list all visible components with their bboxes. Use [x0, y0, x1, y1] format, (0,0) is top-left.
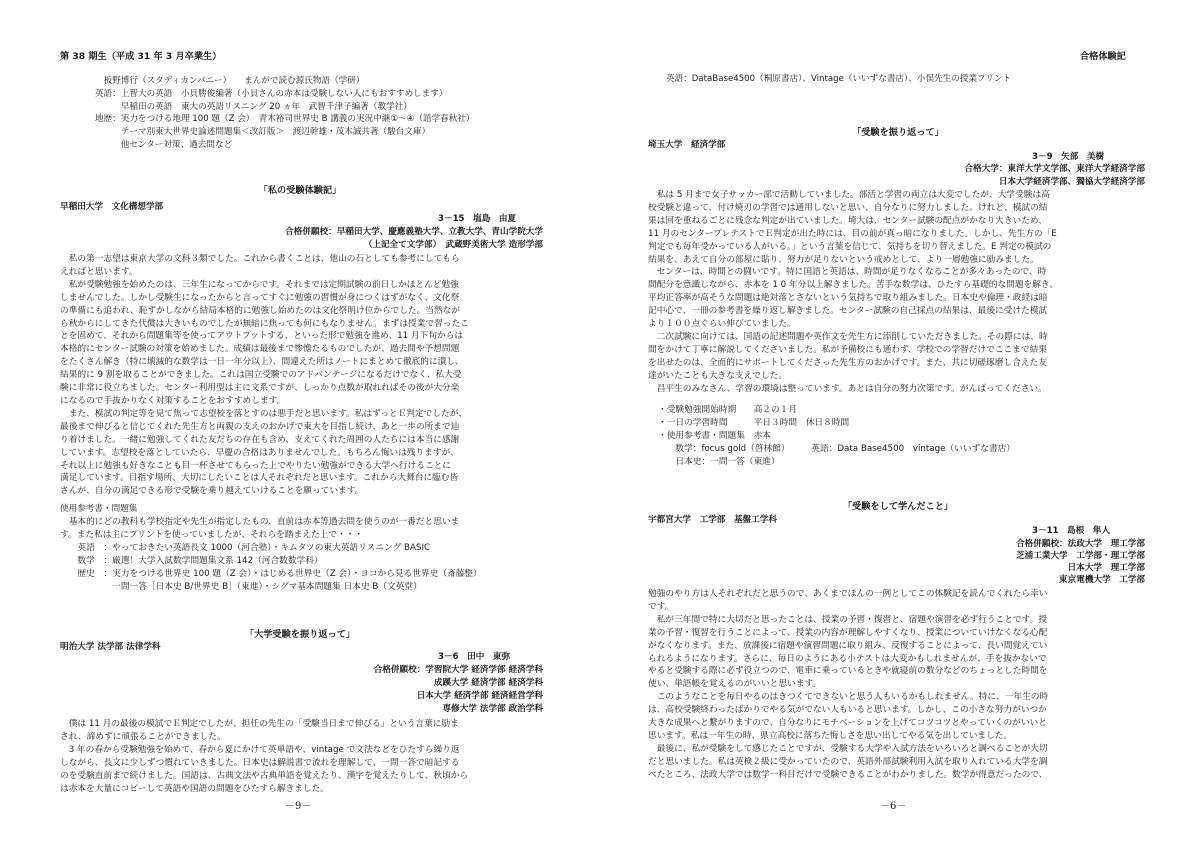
- text-line: 私の第一志望は東京大学の文科３類でした。これから書くことは、他山の石としても参考にしてもら: [60, 254, 460, 264]
- essay2-also-1: 合格併願校：学習院大学 経済学部 経済学科: [373, 665, 543, 675]
- text-line: 勉強のやり方は人それぞれだと思うので、あくまでほんの一例としてこの体験記を読んでくれたら幸い: [648, 589, 1048, 599]
- text-line: 地歴：実力をつける地理 100 題（Z 会） 青木裕司世界史 B 講義の実況中継①～④（語学春秋社）: [95, 114, 475, 125]
- text-line: 基本的にどの教科も学校指定や先生が指定したもの、直前は赤本等過去問を使うのが一番だと思いま: [60, 517, 460, 527]
- text-line: され、諦めずに頑張ることができました。: [60, 731, 226, 742]
- text-line: 間配分を意識しながら、赤本を 1 0 年分以上解きました。苦手な数学は、ひたすら基礎的な問題を解き、: [648, 280, 1058, 291]
- essay3-summary: [658, 404, 1148, 469]
- text-line: しませんでした。しかし受験生になったからと言ってすぐに勉強の習慣が身につくはずがなく、文化祭: [60, 292, 460, 303]
- essay1-refs: [60, 516, 544, 593]
- left-header: 第 38 期生（平成 31 年 3 月卒業生）: [60, 51, 222, 62]
- essay3-body: [648, 189, 1148, 396]
- text-line: 満足しています。目指す場所、大切にしたいことは人それぞれだと思います。これから大舞台に臨む皆: [60, 473, 459, 484]
- text-line: 私は 5 月まで女子サッカー部で活動していました。部活と学習の両立は大変でしたが、大学受験は高: [648, 190, 1050, 200]
- text-line: ・一日の学習時間 平日３時間 休日８時間: [658, 417, 850, 428]
- essay1-body: [60, 253, 544, 498]
- essay2-author: 3－6 田中 東弥: [438, 652, 511, 662]
- essay2-school: 明治大学 法学部 法律学科: [60, 642, 161, 652]
- text-line: 間をかけて丁寧に解説してくださいました。私が予備校にも通わず、学校での学習だけでここまで結果: [648, 344, 1047, 355]
- text-line: り着けました。一緒に勉強してくれた友だちの存在も含め、支えてくれた周囲の人たちには本当に感謝: [60, 434, 460, 445]
- text-line: しています。志望校を落としていたら、早慶の合格はありませんでした。もちろん悔いは残りますが、: [60, 447, 459, 458]
- left-page-number: －9－: [285, 801, 312, 812]
- text-line: 昌平生のみなさん、学習の環境は整っています。あとは自分の努力次第です。がんばってください。: [648, 383, 1047, 394]
- text-line: 私が三年間で特に大切だと思ったことは、授業の予習・復習と、宿題や演習を必ず行うことです。授: [648, 614, 1047, 625]
- text-line: 二次試験に向けては、国語の記述問題や英作文を先生方に添削していただきました。その際には、時: [648, 331, 1048, 342]
- text-line: 数学 ：厳選！大学入試数学問題集文系 142（河合数数学科）: [60, 555, 323, 566]
- text-line: 他センター対策、過去問など: [95, 139, 233, 150]
- text-line: の準備にも追われ、恥ずかしながら結局本格的に勉強し始めたのは文化祭明け位からでした。当然なが: [60, 305, 461, 316]
- text-line: 使い、単語帳を覚えるのがいいと思います。: [648, 679, 822, 690]
- text-line: 記中心で、一冊の参考書を繰り返し解きました。センター試験の自己採点の結果は、最後に受けた模試: [648, 306, 1048, 317]
- text-line: です。: [648, 601, 674, 612]
- essay4-also-4: 東京電機大学 工学部: [1059, 575, 1145, 585]
- text-line: しながら、長文に少しずつ慣れていきました。日本史は解説書で流れを理解して、一問一答で暗記する: [60, 757, 460, 768]
- text-line: とを固めて、それから問題集等を使ってアウトプットする、といった形で勉強を進め、11 月下旬からは: [60, 331, 464, 342]
- essay1-author: 3－15 塩島 由夏: [438, 214, 517, 224]
- essay4-title: 「受験をして学んだこと」: [842, 501, 954, 512]
- text-line: がなくなります。また、放課後に宿題や演習問題に取り組み、反復することによって、長い間覚えてい: [648, 640, 1048, 651]
- essay3-author: 3－9 矢部 美樹: [1032, 152, 1105, 162]
- text-line: 3 年の春から受験勉強を始めて、春から夏にかけて英単語や、vintage で文法などをひたすら繰り返: [60, 744, 460, 755]
- text-line: だと思いました。私は英検２級に受かっていたので、英語外部試験利用入試を取り入れている大学を調: [648, 756, 1048, 767]
- essay4-author: 3－11 島根 隼人: [1032, 526, 1111, 536]
- text-line: のを受験直前まで続けました。国語は、古典文法や古典単語を覚えたり、漢字を覚えたりして、秋頃から: [60, 770, 469, 781]
- essay1-title: 「私の受験体験記」: [258, 185, 342, 196]
- essay3-school: 埼玉大学 経済学部: [648, 140, 726, 150]
- essay3-title: 「受験を振り返って」: [852, 127, 944, 138]
- text-line: 一問一答［日本史 B/世界史 B］（東進）・シグマ基本問題集 日本史 B（文英堂）: [60, 581, 422, 592]
- text-line: 結果的に 9 割を取ることができました。これは国立受験でのアドバンテージになるだけでなく、私大受: [60, 370, 462, 381]
- right-top-line: 英語：DataBase4500（桐原書店）、Vintage（いいずな書店）、小俣先生の授業プリント: [666, 74, 1012, 84]
- text-line: 本格的にセンター試験の対策を始めました。成績は最後まで惨憺たるものでしたが、過去問や予想問題: [60, 344, 460, 355]
- essay4-school: 宇都宮大学 工学部 基盤工学科: [648, 515, 777, 525]
- text-line: をたくさん解き（特に壊滅的な数学は一日一年分以上）、間違えた所はノートにまとめて徹底的に潰し、: [60, 357, 464, 368]
- essay4-also-3: 日本大学 理工学部: [1067, 563, 1145, 573]
- text-line: センターは、時間との闘いです。特に国語と英語は、時間が足りなくなることが多々あったので、時: [648, 267, 1047, 278]
- text-line: 思います。私は一年生の時、県立高校に落ちた悔しさを思い出してやる気を出していました。: [648, 730, 1013, 741]
- essay1-also-2: （上記全て文学部） 武蔵野美術大学 造形学部: [363, 240, 543, 250]
- text-line: 板野博行（スタディカンパニー） まんがで読む源氏物語（学研）: [95, 76, 365, 86]
- text-line: 僕は 11 月の最後の模試でＥ判定でしたが、担任の先生の「受験当日まで伸びる」という言葉に励ま: [60, 719, 459, 729]
- text-line: 平均正答率が高そうな問題は絶対落とさないという気持ちで取り組みました。日本史や倫理・政経は暗: [648, 293, 1048, 304]
- text-line: は、高校受験終わったばかりでやる気がでない人もいると思います。しかし、この小さな努力がいつか: [648, 705, 1047, 716]
- essay3-also-1: 合格大学：東洋大学文学部、東洋大学経済学部: [964, 164, 1145, 174]
- essay3-also-2: 日本大学経済学部、獨協大学経済学部: [998, 177, 1145, 187]
- text-line: ・受験勉強開始時期 高２の１月: [658, 405, 797, 415]
- text-line: やると受験する際に必ず役立つので、電車に乗っているときや就寝前の数分などのちょっとした時間を: [648, 666, 1048, 677]
- essay2-body: [60, 718, 544, 795]
- text-line: す。また私は主にプリントを使っていましたが、それらを踏まえた上で・・・: [60, 529, 364, 540]
- text-line: べたところ、法政大学では数学一科目だけで受験できることがわかりました。数学が得意だったので、: [648, 769, 1048, 780]
- essay4-body: [648, 588, 1148, 782]
- text-line: 日本史：一問一答（東進）: [658, 456, 780, 467]
- text-line: それ以上に勉強も好きなことも目一杯させてもらった上でやりたい勉強ができる大学へ行けることに: [60, 460, 451, 471]
- text-line: 私が受験勉強を始めたのは、三年生になってからです。それまでは定期試験の前日しかほとんど勉強: [60, 279, 459, 290]
- right-page: [600, 0, 1200, 849]
- text-line: 歴史 ：実力をつける世界史 100 題（Z 会）・はじめる世界史（Z 会）・ヨコから見る世界史（斎藤整）: [60, 568, 482, 579]
- text-line: テーマ別東大世界史論述問題集＜改訂版＞ 渡辺幹雄・茂木誠共著（駿台文庫）: [95, 127, 431, 138]
- text-line: 果は回を重ねるごとに残念な判定が出ていました。埼大は、センター試験の配点がかなり大きいため、: [648, 215, 1047, 226]
- text-line: より１００点ぐらい伸びていました。: [648, 319, 796, 330]
- text-line: られるようになります。さらに、毎日のようにある小テストは大変かもしれませんが、手を抜かないで: [648, 653, 1047, 664]
- text-line: 結果を、あえて自分の部屋に貼り、努力が足りないという戒めとして、より一層勉強に励みました。: [648, 254, 1039, 265]
- text-line: を出せたのは、全面的にサポートしてくださった先生方のおかげです。また、共に切磋琢磨し合えた友: [648, 357, 1047, 368]
- text-line: 最後に、私が受験をして感じたことですが、受験する大学や入試方法をいろいろと調べることが大切: [648, 743, 1048, 754]
- refs-top: [95, 75, 565, 152]
- essay4-also-2: 芝浦工業大学 工学部・理工学部: [1016, 551, 1145, 561]
- text-line: 11 月のセンタープレテストでＥ判定が出た時には、目の前が真っ暗になりました。しかし、先生方の「E: [648, 228, 1057, 239]
- text-line: 達がいたことも大きな支えでした。: [648, 370, 787, 381]
- text-line: 早稲田の英語 東大の英語リスニング 20 ヵ年 武智千津子編著（教学社）: [95, 101, 412, 112]
- text-line: 校受験と違って、付け焼刃の学習では通用しないと思い、自分なりに努力しました。けれど、模試の結: [648, 202, 1048, 213]
- text-line: このようなことを毎日やるのはきつくてできないと思う人もいるかもしれません。特に、一年生の時: [648, 692, 1049, 703]
- essay4-also-1: 合格併願校：法政大学 理工学部: [1016, 539, 1145, 549]
- text-line: 験に非常に役立ちました。センター利用型は主に文系ですが、しっかり点数が取れればその後が大分楽: [60, 383, 460, 394]
- text-line: 英語 ：やっておきたい英語長文 1000（河合塾）・キムタツの東大英語リスニング BASIC: [60, 542, 431, 553]
- essay2-title: 「大学受験を振り返って」: [244, 629, 356, 640]
- text-line: 判定でも毎年受かっている人がいる。」という言葉を信じて、気持ちを切り替えました。E 判定の模試の: [648, 241, 1052, 252]
- text-line: また、模試の判定等を見て焦って志望校を落とすのは悪手だと思います。私はずっとＥ判定でしたが、: [60, 408, 468, 419]
- text-line: は赤本を大量にコピーして英語や国語の問題をひたすら解きました。: [60, 783, 329, 794]
- text-line: えればと思います。: [60, 266, 138, 277]
- text-line: になるので手抜かりなく対策することをおすすめします。: [60, 395, 286, 406]
- essay2-also-2: 成蹊大学 経済学部 経済学科: [433, 678, 543, 688]
- essay2-also-4: 専修大学 法学部 政治学科: [442, 704, 543, 714]
- text-line: ら秋からにしてきた代償は大きいものでしたが無暗に焦っても何にもなりません。まずは授業で習ったこ: [60, 318, 469, 329]
- essay1-refs-heading: 使用参考書・問題集: [60, 504, 138, 514]
- text-line: 数学：focus gold（啓林館） 英語：Data Base4500 vintage（いいずな書店）: [658, 443, 1015, 454]
- text-line: 最後まで伸びると信じてくれた先生方と両親の支えのおかげで東大を目指し続け、あと一歩の所まで辿: [60, 421, 460, 432]
- text-line: 英語：上智大の英語 小貝勝俊編著（小貝さんの赤本は受験しない人にもおすすめします）: [95, 88, 448, 99]
- text-line: ・使用参考書・問題集 赤本: [658, 430, 771, 441]
- right-page-number: －6－: [880, 801, 907, 812]
- essay2-also-3: 日本大学 経済学部 経済経営学科: [416, 691, 543, 701]
- essay1-school: 早稲田大学 文化構想学部: [60, 202, 164, 212]
- text-line: さんが、自分の満足できる形で受験を乗り越えていけることを願っています。: [60, 486, 364, 497]
- essay1-also-1: 合格併願校：早稲田大学、慶應義塾大学、立教大学、青山学院大学: [285, 227, 543, 237]
- text-line: 業の予習・復習を行うことによって、授業の内容が理解しやすくなり、授業についていけなくなる心配: [648, 627, 1048, 638]
- text-line: 大きな成果へと繋がりますので、自分なりにモチベーションを上げてコツコツとやっていくのがいいと: [648, 718, 1047, 729]
- right-header: 合格体験記: [1080, 51, 1126, 62]
